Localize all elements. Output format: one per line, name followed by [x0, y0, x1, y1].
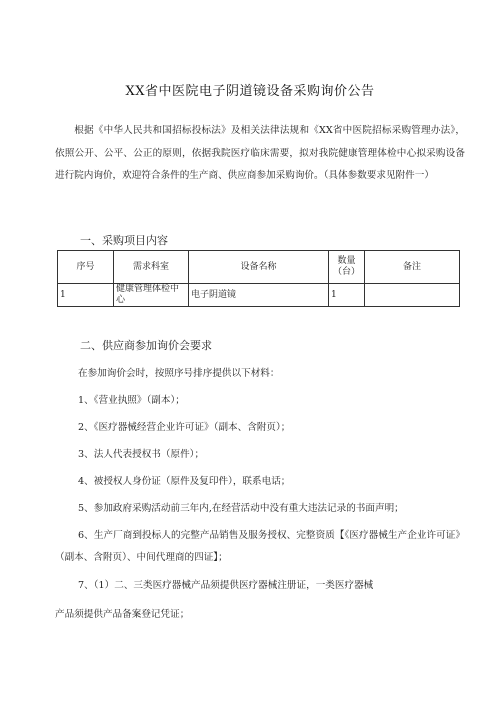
list-item: 2、《医疗器械经营企业许可证》（副本、含附页）； [78, 422, 291, 433]
cell-equipment-name: 电子阴道镜 [189, 284, 329, 307]
section2-heading: 二、供应商参加询价会要求 [80, 339, 212, 352]
list-item: 7、（1）二、三类医疗器械产品须提供医疗器械注册证，一类医疗器械 [78, 580, 374, 591]
header-quantity: 数量（台） [329, 251, 365, 284]
section2-lead: 在参加询价会时，按照序号排序提供以下材料： [78, 368, 280, 379]
list-item-continuation: 产品须提供产品备案登记凭证； [55, 609, 190, 620]
list-item: 5、参加政府采购活动前三年内,在经营活动中没有重大违法记录的书面声明； [78, 503, 404, 514]
section1-heading: 一、采购项目内容 [80, 234, 168, 247]
cell-quantity: 1 [329, 284, 365, 307]
list-item: 4、被授权人身份证（原件及复印件），联系电话； [78, 476, 291, 487]
document-title: XX省中医院电子阴道镜设备采购询价公告 [125, 84, 375, 99]
intro-paragraph: 根据《中华人民共和国招标投标法》及相关法律法规和《XX省中医院招标采购管理办法》，依照公开、公平、公正的原则，依据我院医疗临床需要，拟对我院健康管理体检中心拟采购设备进行院内询价，欢迎符合条件的生产商、供应商参加采购询价。（具体参数要求见附件一） [55, 125, 465, 181]
cell-department: 健康管理体检中心 [114, 284, 189, 307]
cell-index: 1 [58, 284, 114, 307]
list-item: 1、《营业执照》（副本）； [78, 395, 185, 406]
list-item: 3、法人代表授权书（原件）； [78, 449, 205, 460]
table-row [58, 284, 460, 307]
header-index: 序号 [58, 251, 114, 284]
cell-remarks [365, 284, 460, 307]
table-header-row [58, 251, 460, 284]
header-equipment-name: 设备名称 [189, 251, 329, 284]
header-remarks: 备注 [365, 251, 460, 284]
procurement-items-table [57, 250, 460, 307]
list-item: 6、生产厂商到投标人的完整产品销售及服务授权、完整资质【《医疗器械生产企业许可证》（副本、含附页）、中间代理商的四证】； [55, 530, 465, 563]
header-department: 需求科室 [114, 251, 189, 284]
